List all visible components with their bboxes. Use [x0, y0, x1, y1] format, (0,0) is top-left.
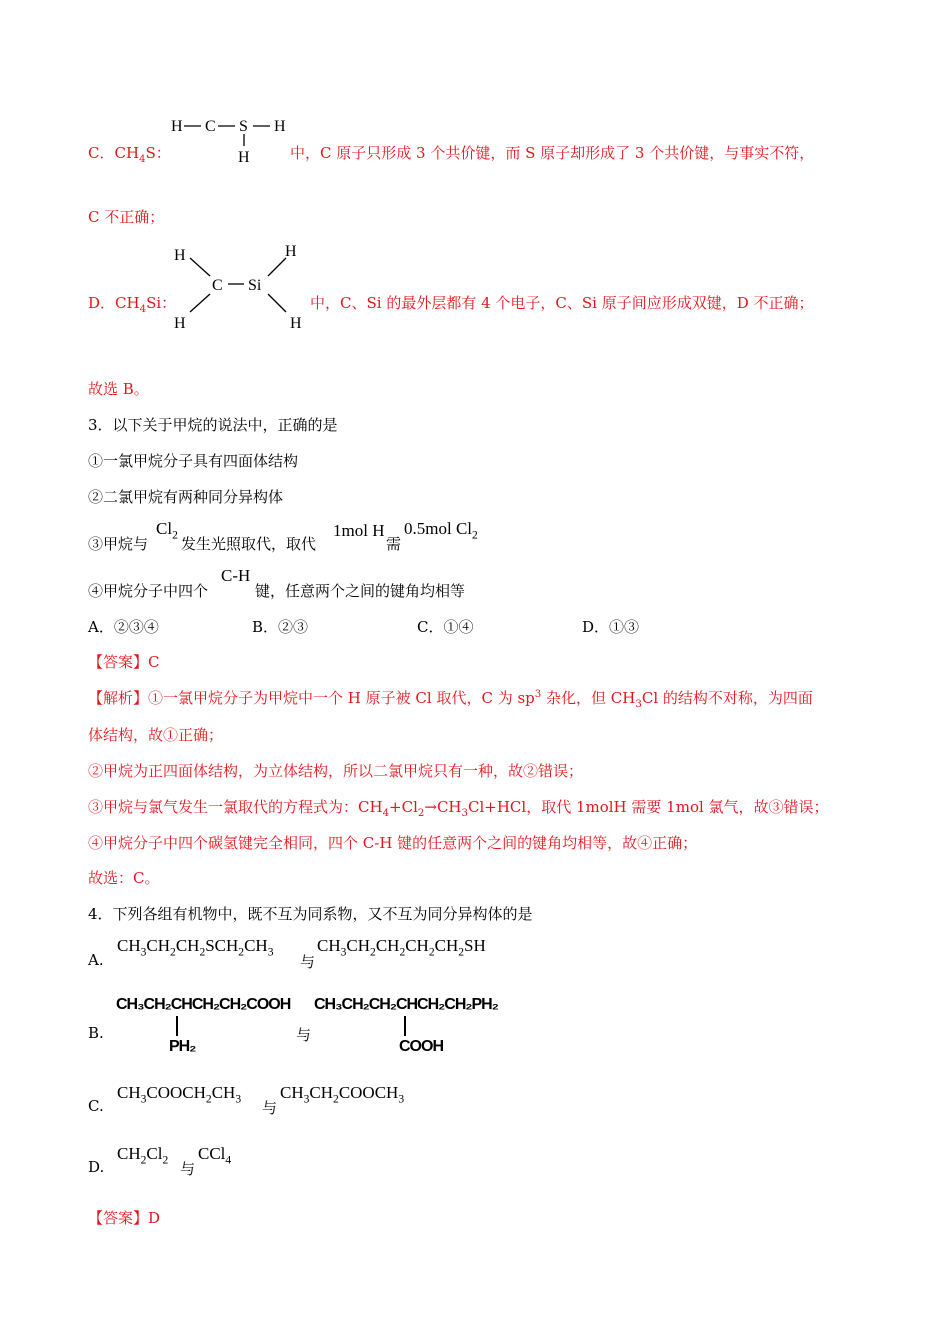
q4-c-label: C. [88, 1097, 104, 1115]
option-d-explanation: 中，C、Si 的最外层都有 4 个电子，C、Si 原子间应形成双键，D 不正确； [310, 294, 814, 312]
atom-h-ul: H [174, 247, 186, 264]
atom-h3: H [238, 149, 250, 166]
q4-d-yu: 与 [180, 1160, 196, 1178]
q3-c-h: C-H [221, 566, 251, 585]
q4-stem: 4．下列各组有机物中，既不互为同系物，又不互为同分异构体的是 [88, 905, 533, 923]
atom-s: S [239, 118, 248, 135]
q3-analysis-4: ④甲烷分子中四个碳氢键完全相同，四个 C-H 键的任意两个之间的键角均相等，故④正确； [88, 834, 698, 852]
q3-analysis-1-cont: 体结构，故①正确； [88, 726, 224, 744]
q4-b-yu: 与 [296, 1026, 312, 1044]
q3-statement-1: ①一氯甲烷分子具有四面体结构 [88, 452, 299, 470]
q4-a-right-formula: $CH_3CH_2CH_2CH_2CH_2SH$ [317, 936, 486, 959]
q4-c-left-formula: $CH_3COOCH_2CH_3$ [117, 1083, 242, 1106]
q3-answer: 【答案】C [88, 653, 160, 671]
atom-si: Si [248, 277, 262, 294]
q4-d-left-formula: $CH_2Cl_2$ [117, 1144, 169, 1167]
atom-h1: H [171, 118, 183, 135]
q4-d-right-formula: CCl$_4$ [198, 1144, 232, 1167]
q3-statement-4-a: ④甲烷分子中四个 [88, 582, 209, 600]
q4-a-label: A. [88, 951, 104, 969]
q3-analysis-3: ③甲烷与氯气发生一氯取代的方程式为：$CH_4+Cl_2\to CH_3Cl+HCl$，取代 1molH 需要 1mol 氯气，故③错误； [88, 798, 829, 819]
ch4s-structure [168, 110, 296, 168]
q3-statement-3-d: 需 [386, 535, 402, 553]
q3-option-b: B．②③ [252, 618, 309, 636]
q3-statement-3-b: 发生光照取代，取代 [181, 535, 317, 553]
ch4si-structure [170, 238, 310, 334]
q3-analysis-2: ②甲烷为正四面体结构，为立体结构，所以二氯甲烷只有一种，故②错误； [88, 762, 584, 780]
q4-d-label: D. [88, 1158, 105, 1176]
q4-a-left-formula: $CH_3CH_2CH_2SCH_2CH_3$ [117, 936, 274, 959]
q4-b-right-branch-bond [404, 1016, 406, 1036]
q3-option-c: C．①④ [417, 618, 474, 636]
q3-1mol-h: 1mol H [333, 521, 385, 540]
q3-05mol-cl2: 0.5mol $Cl_2$ [404, 519, 478, 542]
q4-b-right-sub: COOH [399, 1038, 443, 1055]
atom-h-lr: H [290, 315, 302, 332]
q4-b-left-main: CH₃CH₂CHCH₂CH₂COOH [116, 996, 291, 1013]
atom-h-ll: H [174, 315, 186, 332]
option-c-explanation: 中，C 原子只形成 3 个共价键，而 S 原子却形成了 3 个共价键，与事实不符， [290, 144, 815, 162]
q3-statement-4-c: 键，任意两个之间的键角均相等 [255, 582, 466, 600]
conclusion-b: 故选 B。 [88, 380, 149, 398]
option-d-label: D．$CH_4Si$： [88, 294, 177, 315]
option-c-label: C．$CH_4S$： [88, 144, 171, 165]
atom-h-ur: H [285, 243, 297, 260]
q4-a-yu: 与 [300, 953, 316, 971]
q3-option-d: D．①③ [582, 618, 640, 636]
q3-statement-3-a: ③甲烷与 [88, 535, 149, 553]
q3-analysis-1: 【解析】①一氯甲烷分子为甲烷中一个 H 原子被 Cl 取代，C 为 $sp^3$ 杂化，但 $CH_3Cl$ 的结构不对称，为四面 [88, 689, 813, 710]
atom-c: C [205, 118, 216, 135]
q3-cl2: $Cl_2$ [156, 519, 178, 542]
q3-conclusion: 故选：C。 [88, 869, 160, 887]
q3-stem: 3．以下关于甲烷的说法中，正确的是 [88, 416, 338, 434]
q4-c-yu: 与 [262, 1099, 278, 1117]
q4-b-right-main: CH₃CH₂CH₂CHCH₂CH₂PH₂ [314, 996, 498, 1013]
q4-answer: 【答案】D [88, 1209, 161, 1227]
atom-h2: H [274, 118, 286, 135]
q4-b-left-branch-bond [176, 1016, 178, 1036]
option-c-conclusion: C 不正确； [88, 208, 165, 226]
q4-c-right-formula: $CH_3CH_2COOCH_3$ [280, 1083, 405, 1106]
q4-b-label: B. [88, 1024, 104, 1042]
q3-option-a: A．②③④ [88, 618, 159, 636]
q3-statement-2: ②二氯甲烷有两种同分异构体 [88, 488, 284, 506]
atom-c: C [212, 277, 223, 294]
q4-b-left-sub: PH₂ [169, 1038, 196, 1055]
